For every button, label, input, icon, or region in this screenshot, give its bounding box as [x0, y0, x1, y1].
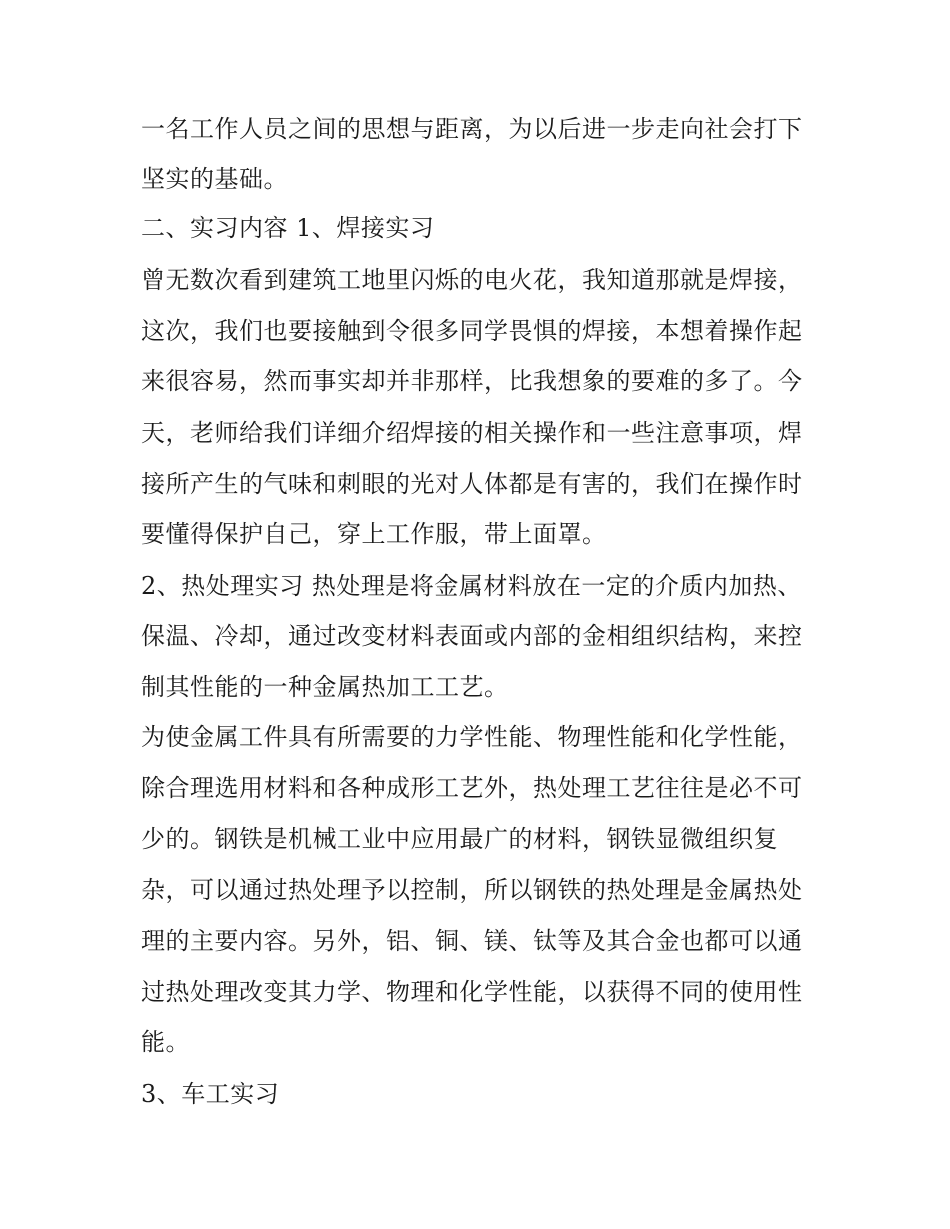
- text-line: 制其性能的一种金属热加工工艺。: [141, 673, 509, 701]
- text-line: 保温、冷却，通过改变材料表面或内部的金相组织结构，来控: [141, 622, 803, 650]
- text-line: 过热处理改变其力学、物理和化学性能，以获得不同的使用性: [141, 978, 803, 1006]
- text-line: 理的主要内容。另外，铝、铜、镁、钛等及其合金也都可以通: [141, 927, 803, 955]
- section-heading: 二、实习内容 1、焊接实习: [141, 214, 435, 242]
- text-line: 接所产生的气味和刺眼的光对人体都是有害的，我们在操作时: [141, 470, 803, 498]
- text-line: 除合理选用材料和各种成形工艺外，热处理工艺往往是必不可: [141, 774, 803, 802]
- text-line: 为使金属工件具有所需要的力学性能、物理性能和化学性能，: [141, 723, 803, 751]
- text-line: 来很容易，然而事实却并非那样，比我想象的要难的多了。今: [141, 367, 803, 395]
- text-line: 少的。钢铁是机械工业中应用最广的材料，钢铁显微组织复: [141, 825, 778, 853]
- section-heading: 2、热处理实习 热处理是将金属材料放在一定的介质内加热、: [141, 572, 802, 600]
- text-line: 曾无数次看到建筑工地里闪烁的电火花，我知道那就是焊接，: [141, 266, 803, 294]
- text-line: 一名工作人员之间的思想与距离，为以后进一步走向社会打下: [141, 115, 803, 143]
- text-line: 要懂得保护自己，穿上工作服，带上面罩。: [141, 520, 607, 548]
- text-line: 坚实的基础。: [141, 165, 288, 193]
- section-heading: 3、车工实习: [141, 1080, 280, 1108]
- text-line: 杂，可以通过热处理予以控制，所以钢铁的热处理是金属热处: [141, 876, 803, 904]
- text-line: 天，老师给我们详细介绍焊接的相关操作和一些注意事项，焊: [141, 419, 803, 447]
- text-line: 这次，我们也要接触到令很多同学畏惧的焊接，本想着操作起: [141, 317, 803, 345]
- text-line: 能。: [141, 1028, 190, 1056]
